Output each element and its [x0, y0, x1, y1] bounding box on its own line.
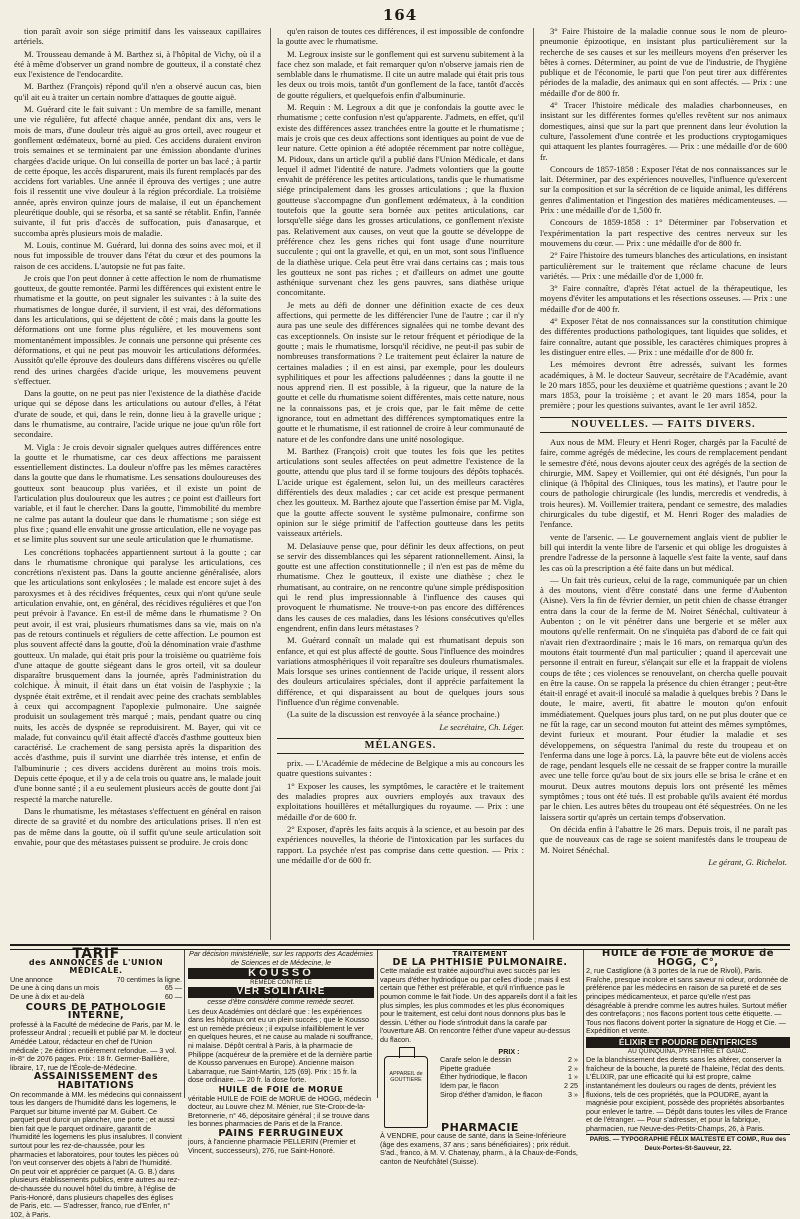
- paragraph: prix. — L'Académie de médecine de Belgique a mis au concours les quatre questions suivantes :: [277, 758, 524, 779]
- paragraph: 3° Faire l'histoire de la maladie connue sous le nom de pleuro-pneumonie épizootique, en insistant plus particulièrement sur la recherche de ses causes et sur les meilleurs moyens d'en préserver les bêtes à cornes. Déterminer, au point de vue de l'industrie, de l'hygiène publique et de l'économie, le parti que l'on peut tirer aux différentes périodes de la maladie, des animaux qui en sont affectés. — Prix : une médaille d'or de 800 fr.: [540, 26, 787, 98]
- paragraph: 4° Tracer l'histoire médicale des maladies charbonneuses, en insistant sur les différentes formes qu'elles revêtent sur nos animaux domestiques, ainsi que sur la part que prennent dans leur évolution la culture, l'assolement d'une contrée et les productions cryptogamiques qui attaquent les plantes fourragères. — Prix : une médaille d'or de 600 fr.: [540, 100, 787, 162]
- huile-text: véritable HUILE de FOIE de MORUE de HOGG, médecin docteur, au Louvre chez M. Ménier, rue Ste-Croix-de-la-Bretonnerie, n° 46, dépositaire général ; il se trouve dans les bonnes pharmacies de Paris et de la France.: [188, 1095, 374, 1129]
- tarif-row: Une annonce 70 centimes la ligne.: [10, 976, 182, 985]
- price-row: Carafe selon le dessin 2 »: [440, 1056, 578, 1065]
- paragraph: qu'en raison de toutes ces différences, il est impossible de confondre la goutte avec le rhumatisme.: [277, 26, 524, 47]
- tarif-title: TARIF: [10, 950, 182, 959]
- price-row: Pipette graduée 2 »: [440, 1065, 578, 1074]
- kousso-note: cesse d'être considéré comme remède secret.: [188, 998, 374, 1007]
- ad-phthisie: [380, 950, 580, 1098]
- assainissement-title: ASSAINISSEMENT des HABITATIONS: [10, 1073, 182, 1090]
- paragraph: Je crois que l'on peut donner à cette affection le nom de rhumatisme goutteux, de goutte remontée. Parmi les différences qui existent entre le rhumatisme et la goutte, on peut signaler les suivantes : à la suite des rhumatismes de longue durée, il survient, il est vrai, des déformations dans les articulations, qui se déjettent de côté ; mais dans la goutte les déformations ont une forme plus régulière, et les mouvemens sont momentanément impossibles. Je connais une personne qui présente ces déformations, et qui ne peut pas mouvoir les articulations déformées. Aussitôt qu'elle éprouve des douleurs dans différens viscères ou qu'elle rend des urines chargées d'acide urique, les mouvemens peuvent s'effectuer.: [14, 273, 261, 386]
- paragraph: Concours de 1859-1858 : 1° Déterminer par l'observation et l'expérimentation la part respective des centres nerveux sur les mouvemens du cœur. — Prix : une médaille d'or de 800 fr.: [540, 217, 787, 248]
- paragraph: M. Guérard connaît un malade qui est rhumatisant depuis son enfance, et qui est plus affecté de goutte. Sous l'influence des moindres variations atmosphériques il voit reparaître ses douleurs rhumatismales. Mais lorsque ses urines contiennent de l'acide urique, il ressent alors des douleurs articulaires spéciales, dont il apprécie parfaitement la différence, et qui disparaissent au bout de quelques jours sous l'influence d'un régime convenable.: [277, 635, 524, 707]
- phthisie-figure: [380, 1046, 580, 1124]
- tarif-subtitle: des ANNONCES de L'UNION MÉDICALE.: [10, 959, 182, 976]
- paragraph: vente de l'arsenic. — Le gouvernement anglais vient de publier le bill qui interdit la vente libre de l'arsenic et qui oblige les droguistes à prendre l'adresse de la personne à laquelle s'est faite la vente, sauf dans les cas où la prescription a été faite dans un but médical.: [540, 532, 787, 573]
- column-2: [277, 26, 524, 944]
- paragraph: 2° Faire l'histoire des tumeurs blanches des articulations, en insistant particulièrement sur le traitement que réclame chacune de leurs variétés. — Prix : une médaille d'or de 1,000 fr.: [540, 250, 787, 281]
- paragraph: Je mets au défi de donner une définition exacte de ces deux affections, qui permette de les différencier l'une de l'autre ; car il n'y aura pas une seule des différences signalées qui ne tombe devant des cas exceptionnels. On insiste sur le retour fréquent et périodique de la goutte ; mais le rhumatisme, lorsqu'il récidive, ne peut-il pas subir de nombreuses transformations ? Le traitement peut éclairer la nature de certaines maladies ; il en est ainsi, par exemple, pour les douleurs syphilitiques et pour les affections paludéennes ; dans la goutte il ne nous apprend rien. Il est possible, à la rigueur, que la nature de la goutte et celle du rhumatisme soient différentes, mais cette nature, nous ne la connaissons pas, et je crois que, par le fait même de cette ignorance, tout en admettant des différences symptomatiques entre la goutte et le rhumatisme, il est rationnel de croire à leur communauté de nature et de les confondre dans une unité nosologique.: [277, 300, 524, 444]
- paragraph: Les concrétions tophacées appartiennent surtout à la goutte ; car dans le rhumatisme chronique qui paralyse les articulations, ces concrétions n'existent pas. Dans la goutte ancienne généralisée, alors que les articulations sont enkylosées ; le malade est encore sujet à des paroxysmes et à des récidives fréquentes, ceux qui n'ont qu'une seule articulation envahie, ont, en général, des récidives régulières et que l'on peut prévoir à l'avance. En est-il de même dans le rhumatisme ? On peut avoir, il est vrai, plusieurs rhumatismes dans sa vie, mais on n'a pas de retours continuels et réguliers de cette affection. Le poumon est plus souvent affecté dans la goutte, d'où la dénomination vraie d'asthme goutteux. Un malade, qui était pris pour la troisième ou quatrième fois d'une attaque de goutte siégeant dans le gros orteil, vit sa douleur disparaître brusquement dans la journée, après l'administration du colchique. À minuit, il était dans un état voisin de l'asphyxie ; la dyspnée était extrême, et il rendait avec peine des crachats semblables à ceux qui accompagnent l'apoplexie pulmonaire. Une saignée produisit un soulagement très marqué ; mais, pendant quatre ou cinq nuits, les accès de dyspnée se reproduisirent. M. Bayer, qui vit ce malade, fut convaincu qu'il était affecté d'accès d'asthme goutteux bien caractérisé. Le crachement de sang persista après la disparition des accès d'asthme, puis il survint une diarrhée très intense, et enfin de l'albuminurie ; ces divers accidens durèrent au moins trois mois. Depuis cette époque, et il y a de cela trois ou quatre ans, le malade jouit d'une bonne santé ; il a eu seulement plusieurs accès de goutte dont j'ai respecté la marche naturelle.: [14, 547, 261, 804]
- kousso-intro: Par décision ministérielle, sur les rapports des Académies de Sciences et de Médecine, le: [188, 950, 374, 967]
- ad-divider: [583, 950, 584, 1098]
- elixir-text: De la blanchissement des dents sans les altérer, conserver la fraîcheur de la bouche, la pureté de l'haleine, l'éclat des dents. L'ÉLIXIR, par une efficacité qui lui est propre, calme instantanément les douleurs ou rages de dents, prévient les fluxions, tels de ces propriétés, que la POUDRE, ayant la magnésie pour excipient, possède des propriétés absorbantes pour enlever le tartre. — Dépôt dans toutes les villes de France et de l'étranger. — Pour s'adresser, et pour la fabrique, pharmacien, rue Neuve-des-Petits-Champs, 26, à Paris.: [586, 1056, 790, 1133]
- apparatus-bottle-icon: APPAREIL de GOUTTIERE: [384, 1056, 428, 1128]
- elixir-title: ÉLIXIR ET POUDRE DENTIFRICES: [586, 1037, 790, 1048]
- advertisements: [10, 950, 790, 1098]
- paragraph: 2° Exposer, d'après les faits acquis à la science, et au besoin par des expériences nouvelles, la théorie de l'intoxication par les surfaces du rapport. La psychée n'est pas comprise dans cette question. — Prix : une médaille d'or de 600 fr.: [277, 824, 524, 865]
- page-number: 164: [0, 6, 800, 24]
- elixir-subtitle: AU QUINQUINA, PYRÈTHRE ET GAÏAC.: [586, 1048, 790, 1057]
- secretary-signature: Le secrétaire, Ch. Léger.: [277, 722, 524, 732]
- pains-text: jours, à l'ancienne pharmacie PELLERIN (Premier et Vincent, successeurs), 276, rue Saint-Honoré.: [188, 1138, 374, 1155]
- ad-kousso: [188, 950, 374, 1098]
- column-3: [540, 26, 787, 944]
- pains-title: PAINS FERRUGINEUX: [188, 1130, 374, 1139]
- paragraph: tion paraît avoir son siége primitif dans les vaisseaux capillaires artériels.: [14, 26, 261, 47]
- section-heading-nouvelles: NOUVELLES. — FAITS DIVERS.: [540, 417, 787, 433]
- price-list: [440, 1048, 578, 1100]
- paragraph: 1° Exposer les causes, les symptômes, le caractère et le traitement des maladies propres aux ouvriers employés aux travaux des exploitations houillères et métallurgiques du royaume. — Prix : une médaille d'or de 600 fr.: [277, 781, 524, 822]
- paragraph: M. Vigla : Je crois devoir signaler quelques autres différences entre la goutte et le rhumatisme, car ces deux affections me paraissent essentiellement distinctes. La douleur n'offre pas les mêmes caractères dans la goutte que dans le rhumatisme. Les sensations douloureuses des goutteux sont beaucoup plus variées, et il existe un point de l'articulation plus douloureux que les autres ; ce point est d'ailleurs fort variable, et il faut le chercher. Dans la goutte, l'immobilité du membre ne calme pas autant la douleur que dans le rhumatisme ; son siége est plus fixe ; quand elle envahit une grosse articulation, elle ne voyage pas et se limite plus souvent sur une seule articulation que le rhumatisme.: [14, 442, 261, 545]
- hogg-title: HUILE de FOIE de MORUE de HOGG, C°,: [586, 950, 790, 967]
- ad-tarif: [10, 950, 182, 1098]
- paragraph: (La suite de la discussion est renvoyée à la séance prochaine.): [277, 709, 524, 719]
- tarif-row: De une à dix et au-delà 60 —: [10, 993, 182, 1002]
- paragraph: M. Trousseau demande à M. Barthez si, à l'hôpital de Vichy, où il a été à même d'observer un grand nombre de goutteux, il a constaté chez eux l'existence de l'endocardite.: [14, 49, 261, 80]
- price-list-title: PRIX :: [440, 1048, 578, 1057]
- ad-hogg: [586, 950, 790, 1098]
- paragraph: M. Requin : M. Legroux a dit que je confondais la goutte avec le rhumatisme ; cette confusion n'est qu'apparente. J'admets, en effet, qu'il existe des différences assez tranchées entre la goutte et le rhumatisme ; mais je crois que ces deux affections sont identiques au point de vue de leur nature. Cette opinion a été adoptée récemment par notre collègue, M. Pidoux, dans un article qu'il a publié dans l'Union Médicale, et dans lequel il admet l'identité de nature. J'admets volontiers que la goutte envahit de préférence les petites articulations, tandis que le rhumatisme siége principalement dans les grosses articulations ; que la fluxion goutteuse s'accompagne d'un gonflement œdémateux, à la condition toutefois que la goutte sera bornée aux petites articulations, car lorsqu'elle siége dans les grosses articulations, ce gonflement n'existe pas. Relativement aux causes, on veut que la goutte se développe de préférence chez les gens riches qui font usage d'une nourriture succulente ; qui ont la gravelle, et qui, en un mot, sont sous l'influence de la diathèse urique. Cela peut être vrai dans certains cas ; mais tous les goutteux ne sont pas riches ; et d'ailleurs on admet une goutte asthénique survenant chez les gens pauvres, sans diathèse urique concomitante.: [277, 102, 524, 298]
- paragraph: M. Guérard cite le fait suivant : Un membre de sa famille, menant une vie régulière, fut affecté chaque année, pendant dix ans, vers le mois de mars, d'une douleur très aiguë au gros orteil, avec rougeur et gonflement œdémateux, borné au pied. Ces accidens duraient environ trois semaines et se terminaient par une émission abondante d'urines chargées d'acide urique. On lui conseilla de porter un bas lacé ; à partir de cette époque, les accès disparurent, mais ils furent remplacés par des accidens fort variables. Une année il éprouva des vertiges ; une autre fois il ressentit une vive douleur à la région précordiale. La troisième année, après environ quinze jours de malaise, il eut un épanchement pleurétique double, qui se résorba, et sa santé se rétablit. Enfin, l'année suivante, il fut pris d'accès de suffocation, puis d'anasarque, et succomba après plusieurs mois de maladie.: [14, 104, 261, 238]
- pharmacie-text: À VENDRE, pour cause de santé, dans la Seine-Inférieure (âge des examens, 37 ans ; sans bénéficiaires) ; prix réduit. S'ad., franco, à M. V. Chatenay, pharm., à la Chaux-de-Fonds, canton de Neufchâtel (Suisse).: [380, 1132, 580, 1166]
- price-row: Éther hydriodique, le flacon 1 »: [440, 1073, 578, 1082]
- phthisie-title: DE LA PHTHISIE PULMONAIRE.: [380, 959, 580, 968]
- paragraph: M. Barthez (François) répond qu'il n'en a observé aucun cas, bien qu'il ait eu à traiter un certain nombre d'attaques de goutte aiguë.: [14, 81, 261, 102]
- ad-divider: [184, 950, 185, 1098]
- tarif-row: De une à cinq dans un mois 65 —: [10, 984, 182, 993]
- hogg-text: 2, rue Castiglione (à 3 portes de la rue de Rivoli), Paris. Fraîche, presque incolore et sans saveur ni odeur, ordonnée de préférence par les médecins en raison de sa pureté et de ses principes médicamenteux, et parce qu'elle n'est pas désagréable à prendre comme les autres huiles. Surtout méfier des contrefaçons ; nos flacons portent tous cette étiquette. — Tous nos flacons doivent porter la signature de Hogg et Cie. — Expédition et vente.: [586, 967, 790, 1036]
- paragraph: M. Delasiauve pense que, pour définir les deux affections, on peut se servir des dissemblances qui les séparent rationnellement. Ainsi, la goutte est une affection constitutionnelle ; il n'en est pas de même du rhumatisme. Chez le goutteux, il existe une diathèse ; chez le rhumatisant, au contraire, on ne rencontre qu'une simple prédisposition qui le rend plus impressionnable à l'influence des causes qui provoquent le rhumatisme. Ne trouve-t-on pas encore des différences dans les causes de ces maladies, dans les lésions consécutives qu'elles engendrent, enfin dans leurs métastases ?: [277, 541, 524, 634]
- phthisie-text: Cette maladie est traitée aujourd'hui avec succès par les vapeurs d'éther hydriodique ou par celles d'iode ; mais il est certain que l'éther est préférable, et qu'il n'influence pas le poumon comme le fait l'iode. Un des appareils dont il a fait les plus simples, les plus commodes et les plus économiques pour le traitement, est celui dont nous donnons plus bas le dessin. L'éther ou l'iode s'introduit dans la carafe par l'ouverture AB. On rencontre l'éther d'une vapeur au-dessus du flacon.: [380, 967, 580, 1044]
- paragraph: — Un fait très curieux, celui de la rage, communiquée par un chien à des moutons, vient d'être constaté dans une ferme d'Aubenton (Aisne). Vers la fin de février dernier, un petit chien de chasse étranger entra dans la cour de la ferme de M. Noiret Sénéchal, cultivateur à Aubenton ; on le vit pénétrer dans une bergerie et se mêler aux moutons qu'elle renfermait. On ne s'inquiéta pas d'abord de ce fait qui n'avait rien d'extraordinaire ; mais le 16 mars, on remarqua qu'un des moutons était tourmenté d'un mal particulier ; quand il apercevait une personne il entrait en fureur, s'élançait sur elle et la frappait de violens coups de tête ; ces violences se renouvelant, on chercha quelle pouvait en être la cause. On se rappela la présence du chien étranger ; peut-être était-il enragé et avait-il inoculé sa maladie à quelques brebis ? Dans le doute, le maire, averti, fit abattre le mouton qu'on enfouit immédiatement. Quelques jours plus tard, on ne put plus douter que ce ne fût la rage, car un second mouton fut atteint des mêmes symptômes, devint furieux et mourant. Pour étudier la maladie et ses développemens, on séquestra l'animal du reste du troupeau et on l'enferma dans une loge à porcs. Là, la pauvre bête eut de violens accès de rage, pendant lesquels elle ne cessait de se frapper contre la muraille avec une telle force qu'au bout de six jours elle se brisa le crâne et en mourut. Deux autres moutons depuis lors ont présenté les mêmes symptômes ; tous ont été tués. Il est probable qu'ils avaient été mordus par le chien. Les autres bêtes du troupeau ont été séquestrées. On ne les laissera sortir qu'après un certain temps d'observation.: [540, 575, 787, 822]
- paragraph: M. Legroux insiste sur le gonflement qui est survenu subitement à la face chez son malade, et fait remarquer qu'on n'observe jamais rien de semblable dans le rhumatisme. Il cite un autre malade qui était pris tous les deux ou trois mois, tantôt d'un gonflement de la face, tantôt d'accès de goutte réguliers, et quelquefois enfin d'albuminurie.: [277, 49, 524, 100]
- phthisie-top: TRAITEMENT: [380, 950, 580, 959]
- course-title: COURS DE PATHOLOGIE INTERNE,: [10, 1004, 182, 1021]
- paragraph: 4° Exposer l'état de nos connaissances sur la constitution chimique des différentes productions pathologiques, tant liquides que solides, et faire connaître, autant que possible, les caractères chimiques propres à les distinguer entre elles. — Prix : une médaille d'or de 800 fr.: [540, 316, 787, 357]
- assainissement-text: On recommande à MM. les médecins qui connaissent tous les dangers de l'humidité dans les logemens, le Parquet sur bitume inventé par M. Guibert. Ce parquet peut durcir un plancher, une porte ; et aussi bien fait que le parquet ordinaire, garantit de l'humidité les logemens les plus insalubres. Il convient surtout pour les rez-de-chaussée, pour les pharmacies et laboratoires, pour toutes les pièces où l'on veut conserver des objets à l'abri de l'humidité. On peut voir et apprécier ce parquet (A. G. B.) dans plusieurs établissements publics, entre autres au rez-de-chaussée du nouvel hôtel du timbre, à l'église de Paris-Honoré, dans plusieurs chapelles des églises de Paris, etc. — S'adresser, franco, rue d'Enfer, n° 102, à Paris.: [10, 1091, 182, 1219]
- course-text: professé à la Faculté de médecine de Paris, par M. le professeur Andral ; recueilli et publié par M. le docteur Amédée Latour, rédacteur en chef de l'Union médicale ; 2e édition entièrement refondue. — 3 vol. in-8° de 2076 pages. Prix : 18 fr. Germer-Baillière, libraire, 17, rue de l'École-de-Médecine.: [10, 1021, 182, 1073]
- paragraph: Concours de 1857-1858 : Exposer l'état de nos connaissances sur le lait. Déterminer, par des expériences nouvelles, l'influence qu'exercent sur la composition et sur la sécrétion de ce liquide animal, les différens genres d'alimentation et l'ingestion des matières médicamenteuses. — Prix : une médaille d'or de 1,500 fr.: [540, 164, 787, 215]
- kousso-ver-title: VER SOLITAIRE: [188, 987, 374, 998]
- paragraph: M. Barthez (François) croit que toutes les fois que les petites articulations sont seules affectées on peut admettre l'existence de la goutte, attendu que plus tard il se forme toujours des dépôts tophacés. L'acide urique est également, selon lui, un des meilleurs caractères différentiels des deux maladies ; car cet acide est presque permanent chez les goutteux. M. Barthez ajoute que l'assertion émise par M. Vigla, que la goutte affecte souvent le système pulmonaire, confirme son opinion sur le siége primitif de l'affection goutteuse dans les petits vaisseaux artériels.: [277, 446, 524, 539]
- paragraph: Aux nous de MM. Fleury et Henri Roger, chargés par la Faculté de faire, comme agrégés de médecine, les cours de remplacement pendant le semestre d'été, nous devons ajouter ceux des agrégés de la section de chirurgie, MM. Sapey et Voillemier, qui ont été désignés, l'un pour la clinique (à l'hôpital des Cliniques, tous les matins), et l'autre pour le cours de pathologie chirurgicale (les lundis, mercredis et vendredis, à trois heures). M. Voillemier traitera, pendant ce semestre, des maladies chirurgicales du tube digestif, et M. Henri Roger des maladies de l'enfance.: [540, 437, 787, 530]
- pharmacie-title: PHARMACIE: [380, 1124, 580, 1133]
- section-heading-melanges: MÉLANGES.: [277, 738, 524, 754]
- column-1: [14, 26, 261, 944]
- gerant-signature: Le gérant, G. Richelot.: [540, 857, 787, 867]
- price-row: Sirop d'éther d'amidon, le flacon 3 »: [440, 1091, 578, 1100]
- kousso-text: Les deux Académies ont déclaré que : les expériences dans les hôpitaux ont eu un plein succès ; que le Kousso est un remède précieux ; il expulse infailliblement le ver en quelques heures, et ne cause au malade ni souffrance, ni malaise. Dépôt central à Paris, à la pharmacie de Philippe (acquéreur de la première et de la dernière partie de Kousso parvenues en Europe). Ancienne maison Labarraque, rue Saint-Martin, 125 (69). Prix : 15 fr. la dose ordinaire. — 20 fr. la dose forte.: [188, 1008, 374, 1085]
- paragraph: On décida enfin à l'abattre le 26 mars. Depuis trois, il ne paraît pas que de nouveaux cas de rage se soient manifestés dans le troupeau de M. Noiret Sénéchal.: [540, 824, 787, 855]
- printer-imprint: PARIS. — TYPOGRAPHIE FÉLIX MALTESTE ET COMP., Rue des Deux-Portes-St-Sauveur, 22.: [586, 1134, 790, 1153]
- column-divider: [533, 28, 534, 940]
- kousso-subtitle: REMÈDE CONTRE LE: [188, 979, 374, 988]
- kousso-title: KOUSSO: [188, 968, 374, 979]
- column-divider: [270, 28, 271, 940]
- ad-divider: [377, 950, 378, 1098]
- huile-title: HUILE de FOIE de MORUE: [188, 1086, 374, 1095]
- paragraph: M. Louis, continue M. Guérard, lui donna des soins avec moi, et il nous fut impossible de trouver dans l'état du cœur et des poumons la raison de ces accidens. L'autopsie ne fut pas faite.: [14, 240, 261, 271]
- paragraph: Les mémoires devront être adressés, suivant les formes académiques, à M. le docteur Sauveur, secrétaire de l'Académie, avant le 20 mars 1855, pour les deuxième et quatrième questions ; avant le 20 mars 1853, pour la troisième ; et avant le 20 mars 1854, pour la première ; pour les questions suivantes, avant le 1er avril 1852.: [540, 359, 787, 410]
- paragraph: Dans le rhumatisme, les métastases s'effectuent en général en raison directe de sa gravité et du nombre des articulations prises. Il n'en est pas de même dans la goutte, où il suffit qu'une seule articulation soit envahie, pour que des métastases puissent se produire. Je crois donc: [14, 806, 261, 847]
- price-row: Idem par, le flacon 2 25: [440, 1082, 578, 1091]
- paragraph: 3° Faire connaître, d'après l'état actuel de la thérapeutique, les moyens d'éviter les amputations et les résections osseuses. — Prix : une médaille d'or de 400 fr.: [540, 283, 787, 314]
- paragraph: Dans la goutte, on ne peut pas nier l'existence de la diathèse d'acide urique qui se dépose dans les articulations ou autour d'elles, à l'état d'urate de soude, et qui, dans le rein, donne lieu à la gravelle urique ; dans le rhumatisme, au contraire, l'acide urique ne joue qu'un rôle fort secondaire.: [14, 388, 261, 439]
